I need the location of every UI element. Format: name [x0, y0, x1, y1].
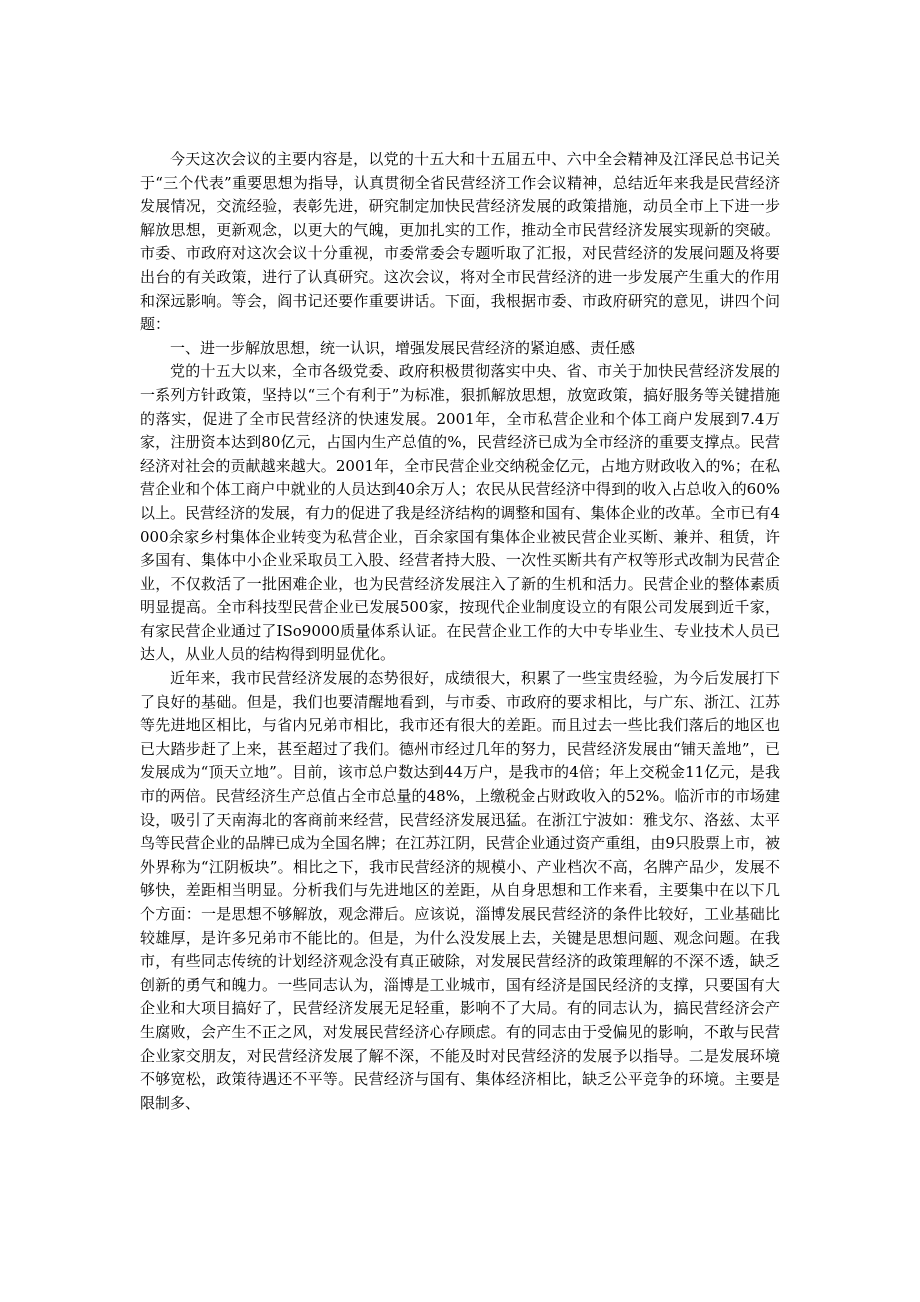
document-body	[140, 148, 780, 1115]
section-heading-1: 一、进一步解放思想，统一认识，增强发展民营经济的紧迫感、责任感	[170, 338, 636, 357]
paragraph-achievements: 党的十五大以来，全市各级党委、政府积极贯彻落实中央、省、市关于加快民营经济发展的一系列方针政策，坚持以“三个有利于”为标准，狠抓解放思想，放宽政策，搞好服务等关键措施的落实，促进了全市民营经济的快速发展。2001年，全市私营企业和个体工商户发展到7.4万家，注册资本达到80亿元，占国内生产总值的%，民营经济已成为全市经济的重要支撑点。民营经济对社会的贡献越来越大。2001年，全市民营企业交纳税金亿元，占地方财政收入的%；在私营企业和个体工商户中就业的人员达到40余万人；农民从民营经济中得到的收入占总收入的60%以上。民营经济的发展，有力的促进了我是经济结构的调整和国有、集体企业的改革。全市已有4000余家乡村集体企业转变为私营企业，百余家国有集体企业被民营企业买断、兼并、租赁，许多国有、集体中小企业采取员工入股、经营者持大股、一次性买断共有产权等形式改制为民营企业，不仅救活了一批困难企业，也为民营经济发展注入了新的生机和活力。民营企业的整体素质明显提高。全市科技型民营企业已发展500家，按现代企业制度设立的有限公司发展到近千家，有家民营企业通过了ISo9000质量体系认证。在民营企业工作的大中专毕业生、专业技术人员已达人，从业人员的结构得到明显优化。	[140, 362, 780, 664]
paragraph-intro: 今天这次会议的主要内容是，以党的十五大和十五届五中、六中全会精神及江泽民总书记关于“三个代表”重要思想为指导，认真贯彻全省民营经济工作会议精神，总结近年来我是民营经济发展情况，交流经验，表彰先进，研究制定加快民营经济发展的政策措施，动员全市上下进一步解放思想，更新观念，以更大的气魄，更加扎实的工作，推动全市民营经济发展实现新的突破。市委、市政府对这次会议十分重视，市委常委会专题听取了汇报，对民营经济的发展问题及将要出台的有关政策，进行了认真研究。这次会议，将对全市民营经济的进一步发展产生重大的作用和深远影响。等会，阎书记还要作重要讲话。下面，我根据市委、市政府研究的意见，讲四个问题：	[140, 150, 780, 334]
paragraph-gaps: 近年来，我市民营经济发展的态势很好，成绩很大，积累了一些宝贵经验，为今后发展打下了良好的基础。但是，我们也要清醒地看到，与市委、市政府的要求相比，与广东、浙江、江苏等先进地区相比，与省内兄弟市相比，我市还有很大的差距。而且过去一些比我们落后的地区也已大踏步赶了上来，甚至超过了我们。德州市经过几年的努力，民营经济发展由“铺天盖地”，已发展成为“顶天立地”。目前，该市总户数达到44万户，是我市的4倍；年上交税金11亿元，是我市的两倍。民营经济生产总值占全市总量的48%，上缴税金占财政收入的52%。临沂市的市场建设，吸引了天南海北的客商前来经营，民营经济发展迅猛。在浙江宁波如：雅戈尔、洛兹、太平鸟等民营企业的品牌已成为全国名牌；在江苏江阴，民营企业通过资产重组，由9只股票上市，被外界称为“江阴板块”。相比之下，我市民营经济的规模小、产业档次不高，名牌产品少，发展不够快，差距相当明显。分析我们与先进地区的差距，从自身思想和工作来看，主要集中在以下几个方面：一是思想不够解放，观念滞后。应该说，淄博发展民营经济的条件比较好，工业基础比较雄厚，是许多兄弟市不能比的。但是，为什么没发展上去，关键是思想问题、观念问题。在我市，有些同志传统的计划经济观念没有真正破除，对发展民营经济的政策理解的不深不透，缺乏创新的勇气和魄力。一些同志认为，淄博是工业城市，国有经济是国民经济的支撑，只要国有大企业和大项目搞好了，民营经济发展无足轻重，影响不了大局。有的同志认为，搞民营经济会产生腐败，会产生不正之风，对发展民营经济心存顾虑。有的同志由于受偏见的影响，不敢与民营企业家交朋友，对民营经济发展了解不深，不能及时对民营经济的发展予以指导。二是发展环境不够宽松，政策待遇还不平等。民营经济与国有、集体经济相比，缺乏公平竞争的环境。主要是限制多、	[140, 669, 780, 1112]
